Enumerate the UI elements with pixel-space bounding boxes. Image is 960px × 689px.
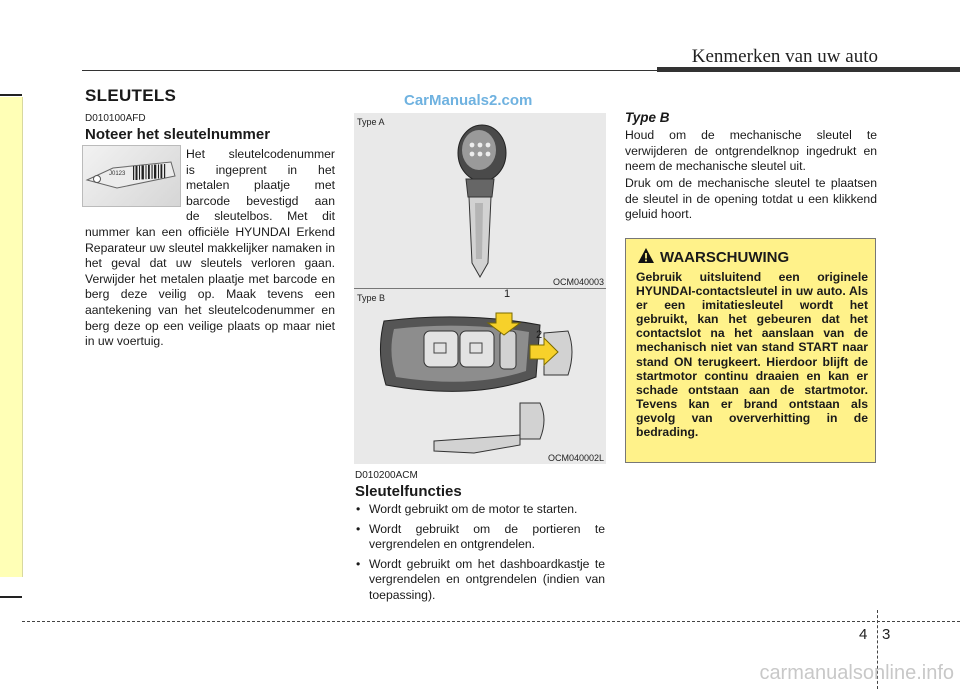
middle-section-code: D010200ACM bbox=[355, 470, 418, 481]
figure-type-a bbox=[354, 113, 606, 288]
running-header-title: Kenmerken van uw auto bbox=[691, 46, 878, 67]
list-item: • Wordt gebruikt om de motor te starten. bbox=[355, 502, 605, 518]
warning-text: Gebruik uitsluitend een originele HYUNDAI-contactsleutel in uw auto. Als er een imitatiesleutel wordt het gebruikt, kan het gebeuren dat het contactslot na het aanslaan van de mechanisch niet van stand START naar stand ON terugkeert. Hierdoor blijft de startmotor continu draaien en kan er schade ontstaan aan de startmotor. Tevens kan er brand ontstaan als gevolg van oververhitting in de bedrading. bbox=[636, 270, 868, 440]
callout-number-1: 1 bbox=[504, 288, 511, 300]
function-list bbox=[355, 502, 605, 608]
figure-type-b bbox=[354, 289, 606, 464]
left-paragraph-wrapped bbox=[186, 147, 335, 225]
chapter-side-tab bbox=[0, 97, 23, 577]
footer-dashed-rule bbox=[22, 621, 960, 622]
chapter-number: 4 bbox=[859, 626, 868, 643]
figure-a-code: OCM040003 bbox=[552, 277, 604, 287]
warning-title: WAARSCHUWING bbox=[660, 249, 790, 266]
left-para-line-4: barcode bevestigd aan bbox=[186, 193, 335, 208]
smart-key-blade-illustration bbox=[354, 113, 606, 288]
figure-a-label: Type A bbox=[357, 117, 385, 127]
figure-b-label: Type B bbox=[357, 293, 386, 303]
left-para-line-3: metalen plaatje met bbox=[186, 178, 335, 193]
callout-number-2: 2 bbox=[536, 329, 543, 341]
left-para-line-5: de sleutelbos. Met dit bbox=[186, 209, 335, 224]
left-paragraph: nummer kan een officiële HYUNDAI Erkend Reparateur uw sleutel makkelijker namaken in het geval dat uw sleutels verloren gaan. Verwijder het metalen plaatje met barcode en berg deze veilig op. Maak tevens een aantekening van het sleutelcodenummer en berg deze op een veilige plaats op maar niet in uw voertuig. bbox=[85, 225, 335, 349]
remote-key-illustration bbox=[354, 289, 606, 464]
list-item: • Wordt gebruikt om het dashboardkastje te vergrendelen en ontgrendelen (indien van toepassing). bbox=[355, 557, 605, 604]
header-rule-thick bbox=[657, 67, 960, 72]
middle-heading: Sleutelfuncties bbox=[355, 483, 462, 500]
right-heading: Type B bbox=[625, 110, 670, 125]
left-para-line-2: is ingeprent in het bbox=[186, 162, 335, 177]
header-rule bbox=[82, 70, 657, 71]
watermark-top: CarManuals2.com bbox=[404, 92, 533, 109]
key-tag-photo bbox=[82, 145, 181, 207]
page-number: 3 bbox=[882, 626, 891, 643]
figure-b-code: OCM040002L bbox=[547, 453, 604, 463]
left-para-line-1: Het sleutelcodenummer bbox=[186, 147, 335, 161]
section-title: SLEUTELS bbox=[85, 86, 177, 105]
side-tab-bottom-mark bbox=[0, 596, 22, 598]
key-tag-code: J0123 bbox=[109, 171, 126, 177]
list-item: • Wordt gebruikt om de portieren te vergrendelen en ontgrendelen. bbox=[355, 522, 605, 553]
watermark-bottom: carmanualsonline.info bbox=[759, 662, 954, 684]
warning-icon bbox=[637, 247, 655, 264]
right-paragraph-2: Druk om de mechanische sleutel te plaatsen de sleutel in de opening totdat u een klikkend geluid hoort. bbox=[625, 176, 877, 222]
key-tag-illustration bbox=[83, 146, 180, 206]
side-tab-top-mark bbox=[0, 94, 22, 96]
left-section-code: D010100AFD bbox=[85, 113, 146, 124]
right-paragraph-1: Houd om de mechanische sleutel te verwijderen de ontgrendelknop ingedrukt en neem de mechanische sleutel uit. bbox=[625, 128, 877, 174]
left-heading: Noteer het sleutelnummer bbox=[85, 126, 271, 143]
